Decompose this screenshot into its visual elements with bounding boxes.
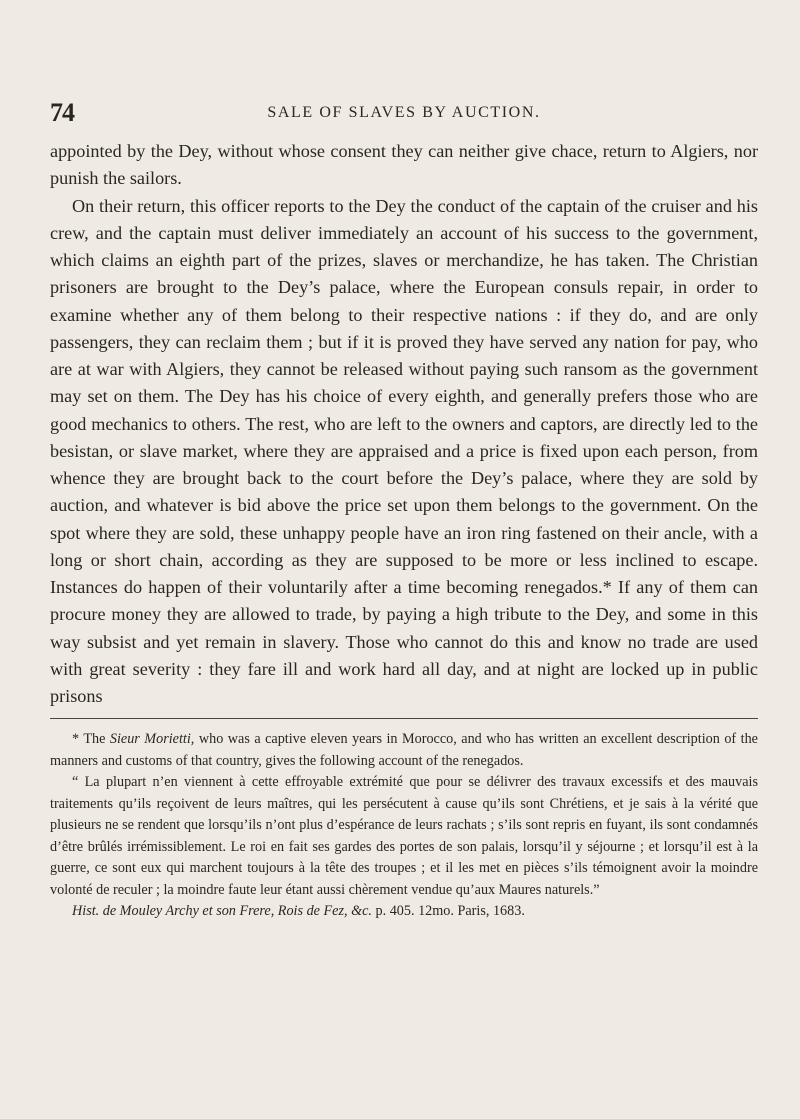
page-header bbox=[50, 98, 758, 128]
paragraph: appointed by the Dey, without whose consent they can neither give chace, return to Algiers, nor punish the sailors. bbox=[50, 141, 758, 189]
paragraph-text: On their return, this officer reports to the Dey the conduct of the captain of the cruiser and his crew, and the captain must deliver immediately an account of his success to the government, which claims an eighth part of the prizes, slaves or merchandize, he has taken. The Christian prisoners are brought to the Dey’s palace, where the European consuls repair, in order to examine whether any of them belong to their respective nations : if they do, and are only passengers, they can reclaim them ; but if it is proved they have served any nation for pay, who are at war with Algiers, they cannot be released without paying such ransom as the government may set on them. The Dey has his choice of every eighth, and generally prefers those who are good mechanics to others. The rest, who are left to the owners and captors, are directly led to the besistan, or slave market, where they are appraised and a price is fixed upon each person, from whence they are brought back to the court before the Dey’s palace, where they are sold by auction, and whatever is bid above the price set upon them belongs to the government. On the spot where they are sold, these unhappy people have an iron ring fastened on their ancle, with a long or short chain, according as they are supposed to be more or less inclined to escape. Instances do happen of their voluntarily after a time becoming renegados. bbox=[50, 195, 758, 597]
citation-details: p. 405. 12mo. Paris, 1683. bbox=[371, 903, 525, 919]
paragraph bbox=[50, 193, 758, 711]
footnote-intro bbox=[50, 729, 758, 772]
running-head: SALE OF SLAVES BY AUCTION. bbox=[267, 104, 541, 121]
main-text bbox=[50, 138, 758, 710]
paragraph-text-continued: If any of them can procure money they are allowed to trade, by paying a high tribute to the Dey, and some in this way subsist and yet remain in slavery. Those who cannot do this and know no trade are used with great severity : they fare ill and work hard all day, and at night are locked up in public prisons bbox=[50, 577, 758, 706]
footnote-marker: * bbox=[72, 731, 80, 747]
page-number: 74 bbox=[50, 98, 74, 127]
citation-title: Hist. de Mouley Archy et son Frere, Rois de Fez, &c. bbox=[72, 903, 372, 919]
footnote-quote: “ La plupart n’en viennent à cette effroyable extrémité que pour se délivrer des travaux excessifs et des mauvais traitements qu’ils reçoivent de leurs maîtres, qui les persécutent à cause qu’ils sont Chrétiens, et je sais à la vérité que plusieurs ne se rendent que lorsqu’ils n’ont plus d’espérance de leurs rachats ; s’ils sont repris en fuyant, ils sont condamnés d’être brûlés irrémissiblement. Le roi en fait ses gardes des portes de son palais, lorsqu’il y séjourne ; et lorsqu’il est à la guerre, ce sont eux qui marchent toujours à la tête des troupes ; et il les met en pièces s’ils témoignent avoir la moindre volonté de reculer ; la moindre faute leur étant aussi chèrement vendue qu’aux Maures naturels.” bbox=[50, 774, 758, 898]
footnote-author: Sieur Morietti, bbox=[109, 731, 195, 747]
footnote-citation bbox=[50, 901, 758, 923]
footnote bbox=[50, 729, 758, 923]
footnote-reference: * bbox=[602, 577, 612, 597]
footnote-rule bbox=[50, 718, 758, 719]
footnote-text: The bbox=[79, 731, 110, 747]
footnote-text: who was a captive eleven years in Morocco, and who has written an excellent description of the manners and customs of that country, gives the following account of the renegados. bbox=[50, 731, 758, 769]
